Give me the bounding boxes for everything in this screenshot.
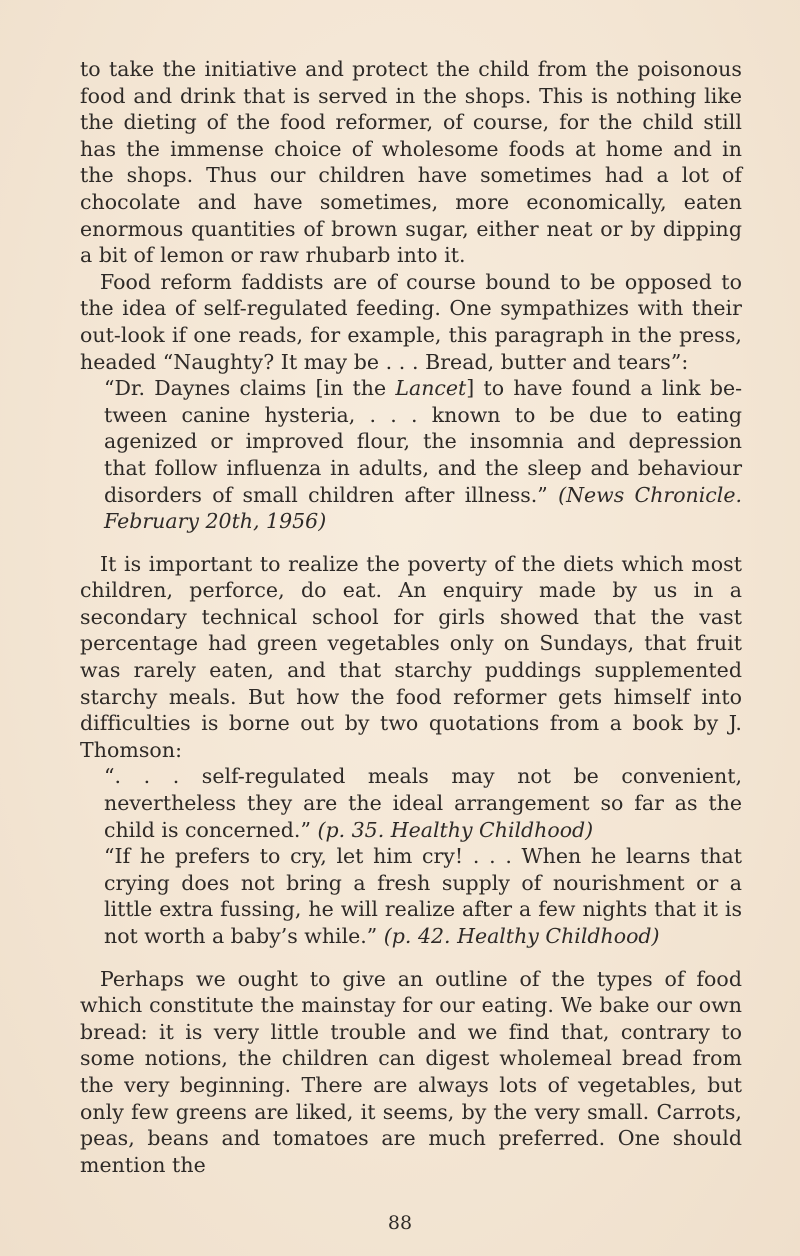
page-body <box>80 56 742 1178</box>
quote-daynes-citation: (News Chronicle. February 20th, 1956) <box>104 482 742 534</box>
quote-thomson-1-citation: (p. 35. Healthy Childhood) <box>317 817 594 842</box>
quote-daynes-lancet: Lancet <box>395 376 467 401</box>
quote-daynes-text-after: ] to have found a link be-tween canine hysteria, . . . known to be due to eating agenized or improved flour, the insomnia and depression that follow influenza in adults, and the sleep and behaviour disorders of small children after illness.” <box>104 376 742 507</box>
quote-thomson-2-text: “If he prefers to cry, let him cry! . . . When he learns that crying does not bring a fresh supply of nourishment or a little extra fussing, he will realize after a few nights that it is not worth a baby’s while.” <box>104 844 742 948</box>
quote-daynes-text-before: “Dr. Daynes claims [in the <box>104 376 396 401</box>
quote-thomson-2-citation: (p. 42. Healthy Childhood) <box>383 924 660 948</box>
paragraph-continuation: to take the initiative and protect the child from the poisonous food and drink that is served in the shops. This is nothing like the dieting of the food reformer, of course, for the child still has the immense choice of wholesome foods at home and in the shops. Thus our children have sometimes had a lot of chocolate and have sometimes, more economically, eaten enormous quantities of brown sugar, either neat or by dipping a bit of lemon or raw rhubarb into it. <box>80 57 742 268</box>
paragraph-poverty-of-diets: It is important to realize the poverty of the diets which most children, perforce, do eat. An enquiry made by us in a secondary technical school for girls showed that the vast percentage had green vegetables only on Sundays, that fruit was rarely eaten, and that starchy puddings supplemented starchy meals. But how the food reformer gets himself into difficulties is borne out by two quotations from a book by J. Thomson: <box>80 551 742 762</box>
quote-thomson-1-text: “. . . self-regulated meals may not be convenient, nevertheless they are the ideal arrangement so far as the child is concerned.” <box>104 764 742 842</box>
paragraph-types-of-food: Perhaps we ought to give an outline of the types of food which constitute the mainstay for our eating. We bake our own bread: it is very little trouble and we find that, contrary to some notions, the children can digest wholemeal bread from the very beginning. There are always lots of vegetables, but only few greens are liked, it seems, by the very small. Carrots, peas, beans and tomatoes are much preferred. One should mention the <box>80 966 742 1177</box>
quote-daynes <box>104 375 742 535</box>
paragraph-food-reform: Food reform faddists are of course bound to be opposed to the idea of self-regulated feeding. One sympathizes with their out-look if one reads, for example, this paragraph in the press, headed “Naughty? It may be . . . Bread, butter and tears”: <box>80 269 742 374</box>
page-number: 88 <box>387 1212 413 1234</box>
quote-thomson-1 <box>104 763 742 843</box>
quote-thomson-2 <box>104 843 742 949</box>
